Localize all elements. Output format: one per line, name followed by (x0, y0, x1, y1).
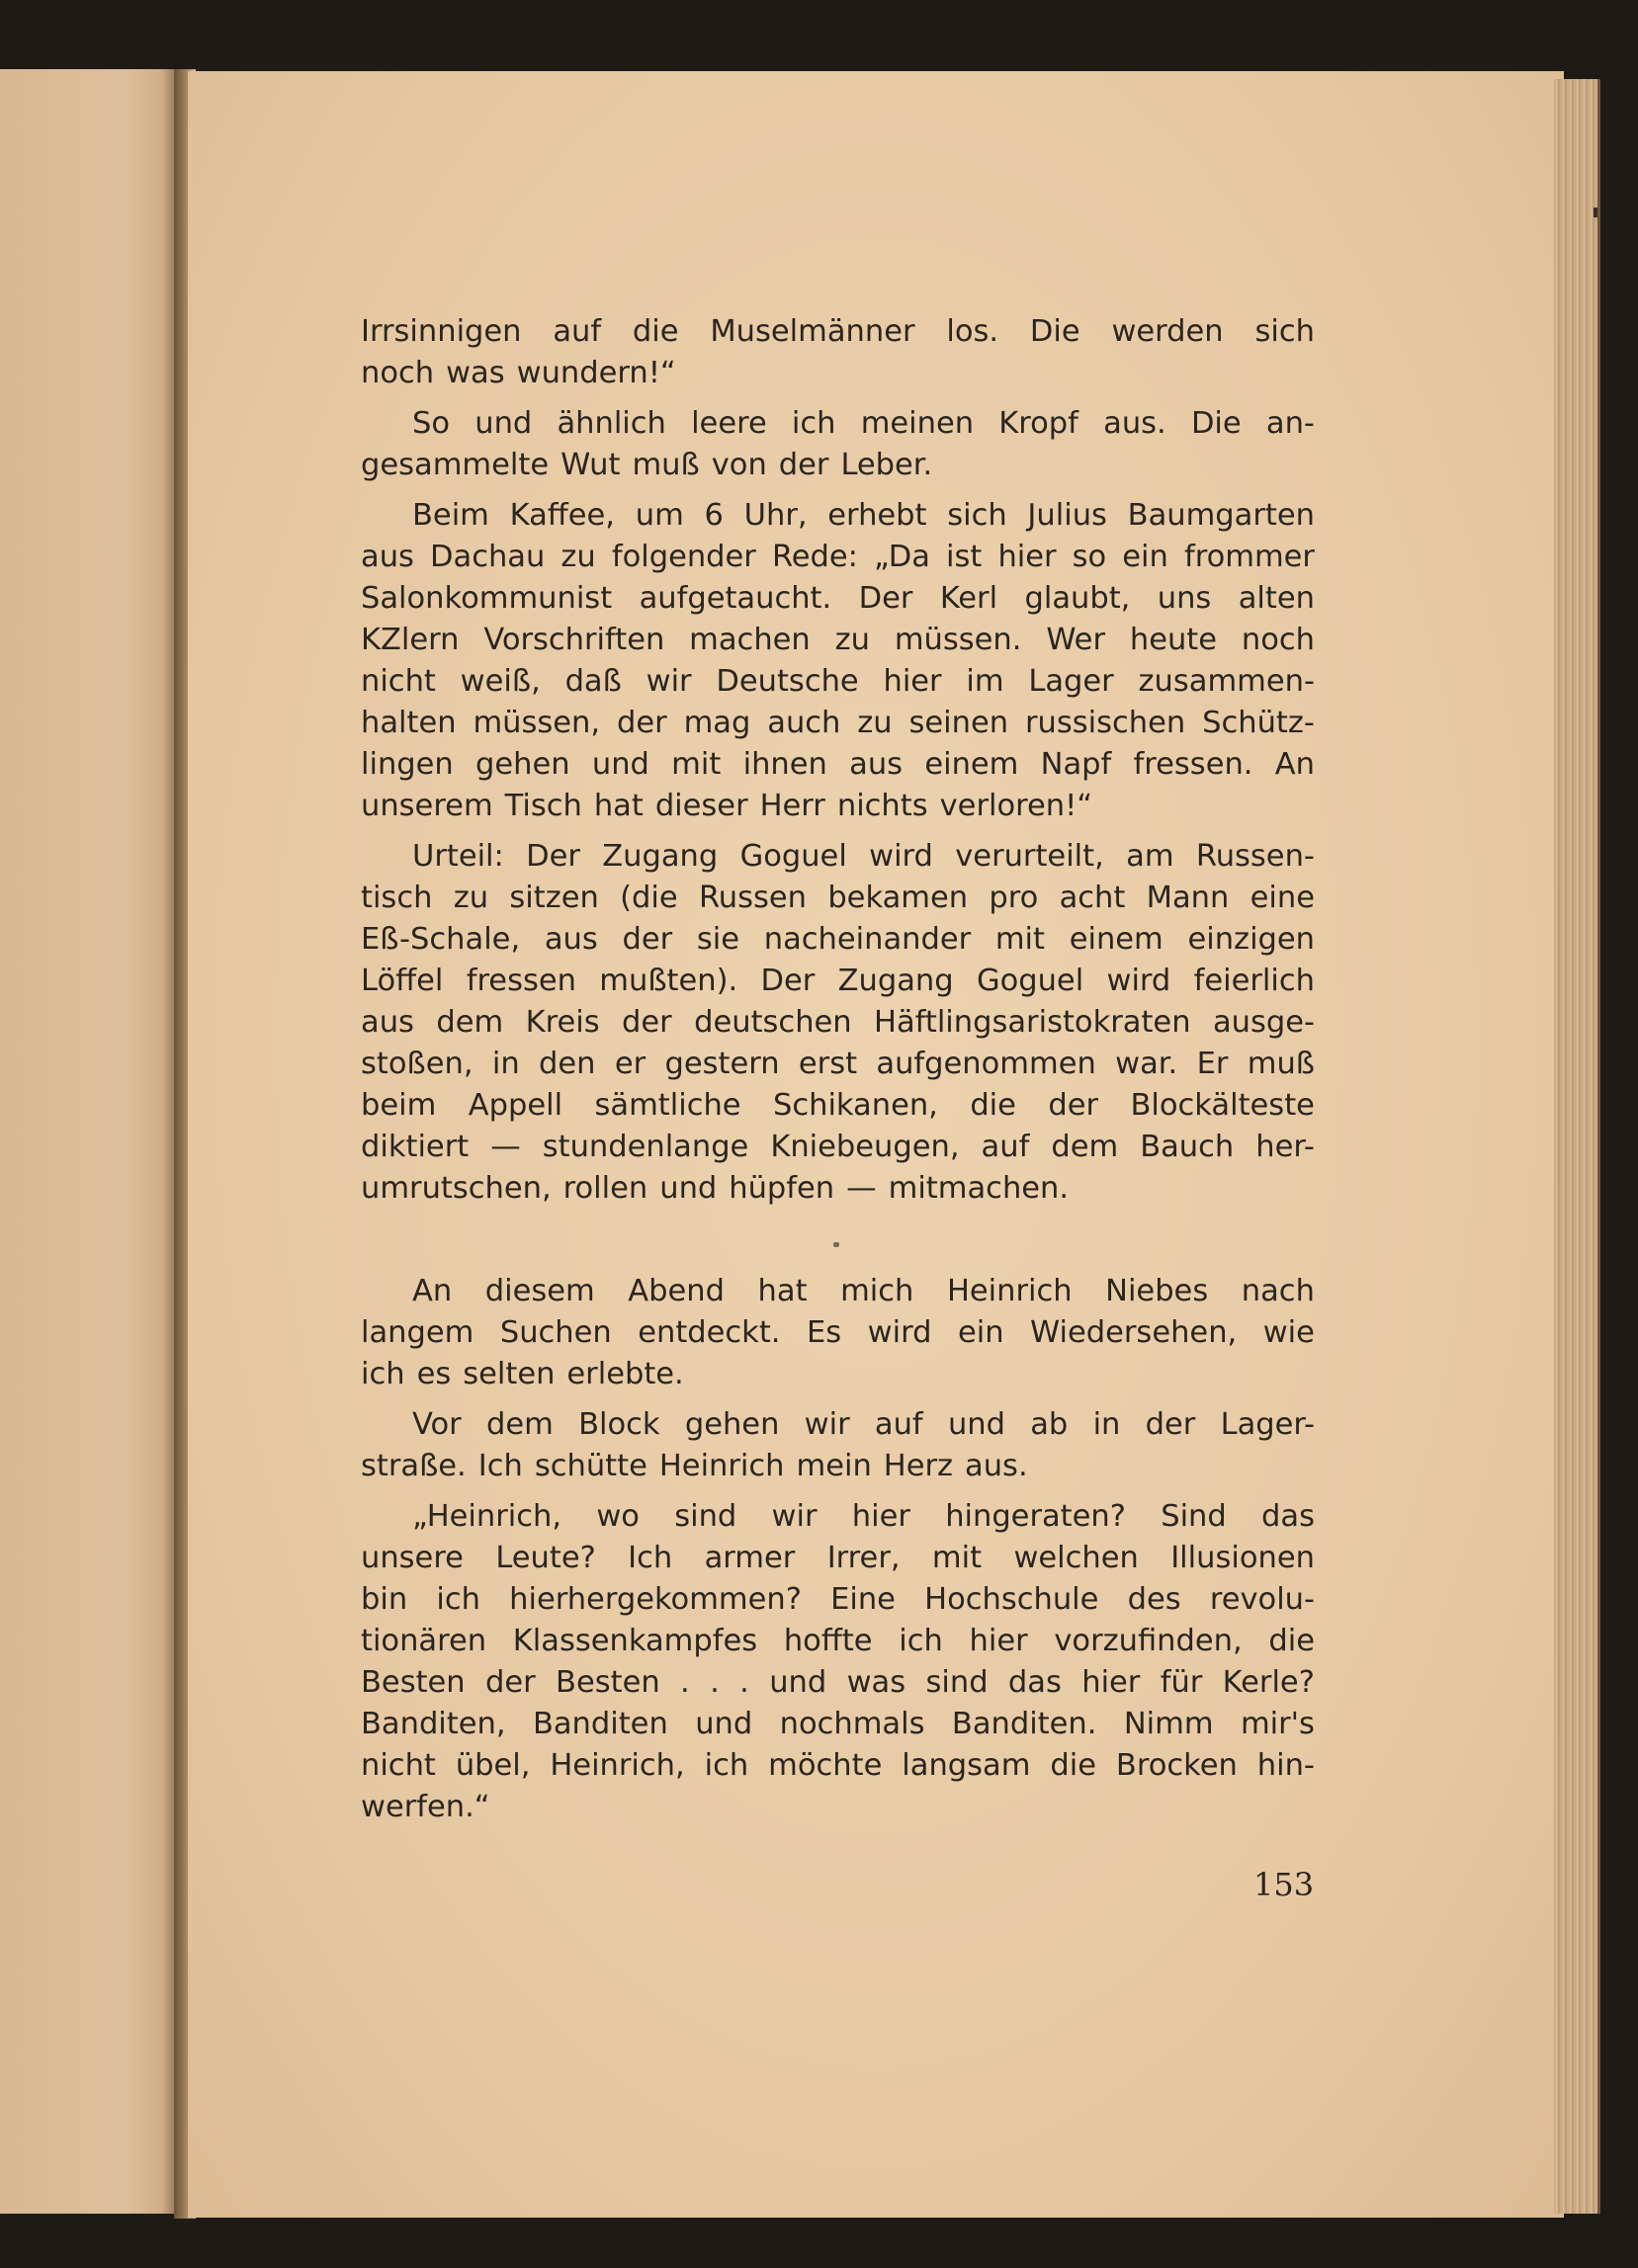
text-line: umrutschen, rollen und hüpfen — mitmachen. (361, 1171, 1070, 1206)
text-line: aus Dachau zu folgender Rede: „Da ist hier so ein frommer (361, 540, 1315, 574)
text-line: „Heinrich, wo sind wir hier hingeraten? Sind das (412, 1499, 1315, 1534)
text-line: Löffel fressen mußten). Der Zugang Goguel wird feierlich (361, 964, 1315, 998)
paragraph (361, 836, 1315, 1210)
text-line: unserem Tisch hat dieser Herr nichts verloren!“ (361, 789, 1093, 823)
text-line: stoßen, in den er gestern erst aufgenommen war. Er muß (361, 1047, 1315, 1081)
paragraph (361, 1496, 1315, 1828)
paragraph (361, 403, 1315, 486)
text-line: Vor dem Block gehen wir auf und ab in der Lager- (412, 1407, 1315, 1442)
text-line: werfen.“ (361, 1790, 490, 1824)
text-line: lingen gehen und mit ihnen aus einem Napf fressen. An (361, 747, 1315, 782)
text-line: langem Suchen entdeckt. Es wird ein Wiedersehen, wie (361, 1315, 1315, 1350)
text-block-bottom (361, 1271, 1315, 1837)
page-edges (1554, 79, 1600, 2214)
text-line: unsere Leute? Ich armer Irrer, mit welchen Illusionen (361, 1541, 1315, 1575)
paragraph (361, 495, 1315, 827)
text-line: Besten der Besten . . . und was sind das hier für Kerle? (361, 1665, 1315, 1700)
text-line: aus dem Kreis der deutschen Häftlingsaristokraten ausge- (361, 1005, 1315, 1040)
text-line: beim Appell sämtliche Schikanen, die der Blockälteste (361, 1088, 1315, 1123)
text-line: Eß-Schale, aus der sie nacheinander mit einem einzigen (361, 922, 1315, 957)
text-line: So und ähnlich leere ich meinen Kropf aus. Die an- (412, 406, 1315, 441)
text-line: diktiert — stundenlange Kniebeugen, auf dem Bauch her- (361, 1130, 1315, 1164)
section-separator (833, 1242, 839, 1247)
text-line: straße. Ich schütte Heinrich mein Herz aus. (361, 1449, 1028, 1483)
text-line: ich es selten erlebte. (361, 1357, 684, 1391)
paragraph (361, 311, 1315, 394)
left-page-edge (0, 69, 180, 2214)
paragraph (361, 1271, 1315, 1395)
text-line: gesammelte Wut muß von der Leber. (361, 448, 933, 482)
paragraph (361, 1404, 1315, 1487)
text-line: Salonkommunist aufgetaucht. Der Kerl glaubt, uns alten (361, 581, 1315, 616)
edge-mark (1594, 208, 1597, 217)
text-block-top (361, 311, 1315, 1218)
text-line: halten müssen, der mag auch zu seinen russischen Schütz- (361, 706, 1315, 740)
text-line: KZlern Vorschriften machen zu müssen. Wer heute noch (361, 623, 1315, 657)
text-line: noch was wundern!“ (361, 356, 676, 390)
text-line: tisch zu sitzen (die Russen bekamen pro acht Mann eine (361, 881, 1315, 915)
text-line: Banditen, Banditen und nochmals Banditen. Nimm mir's (361, 1707, 1315, 1741)
text-line: Urteil: Der Zugang Goguel wird verurteilt, am Russen- (412, 839, 1315, 874)
text-line: tionären Klassenkampfes hoffte ich hier vorzufinden, die (361, 1624, 1315, 1658)
page-number: 153 (1253, 1866, 1315, 1903)
text-line: nicht weiß, daß wir Deutsche hier im Lager zusammen- (361, 664, 1315, 699)
text-line: bin ich hierhergekommen? Eine Hochschule des revolu- (361, 1582, 1315, 1617)
text-line: An diesem Abend hat mich Heinrich Niebes nach (412, 1274, 1315, 1308)
text-line: Irrsinnigen auf die Muselmänner los. Die werden sich (361, 314, 1315, 349)
text-line: nicht übel, Heinrich, ich möchte langsam die Brocken hin- (361, 1748, 1315, 1783)
text-line: Beim Kaffee, um 6 Uhr, erhebt sich Julius Baumgarten (412, 498, 1315, 533)
